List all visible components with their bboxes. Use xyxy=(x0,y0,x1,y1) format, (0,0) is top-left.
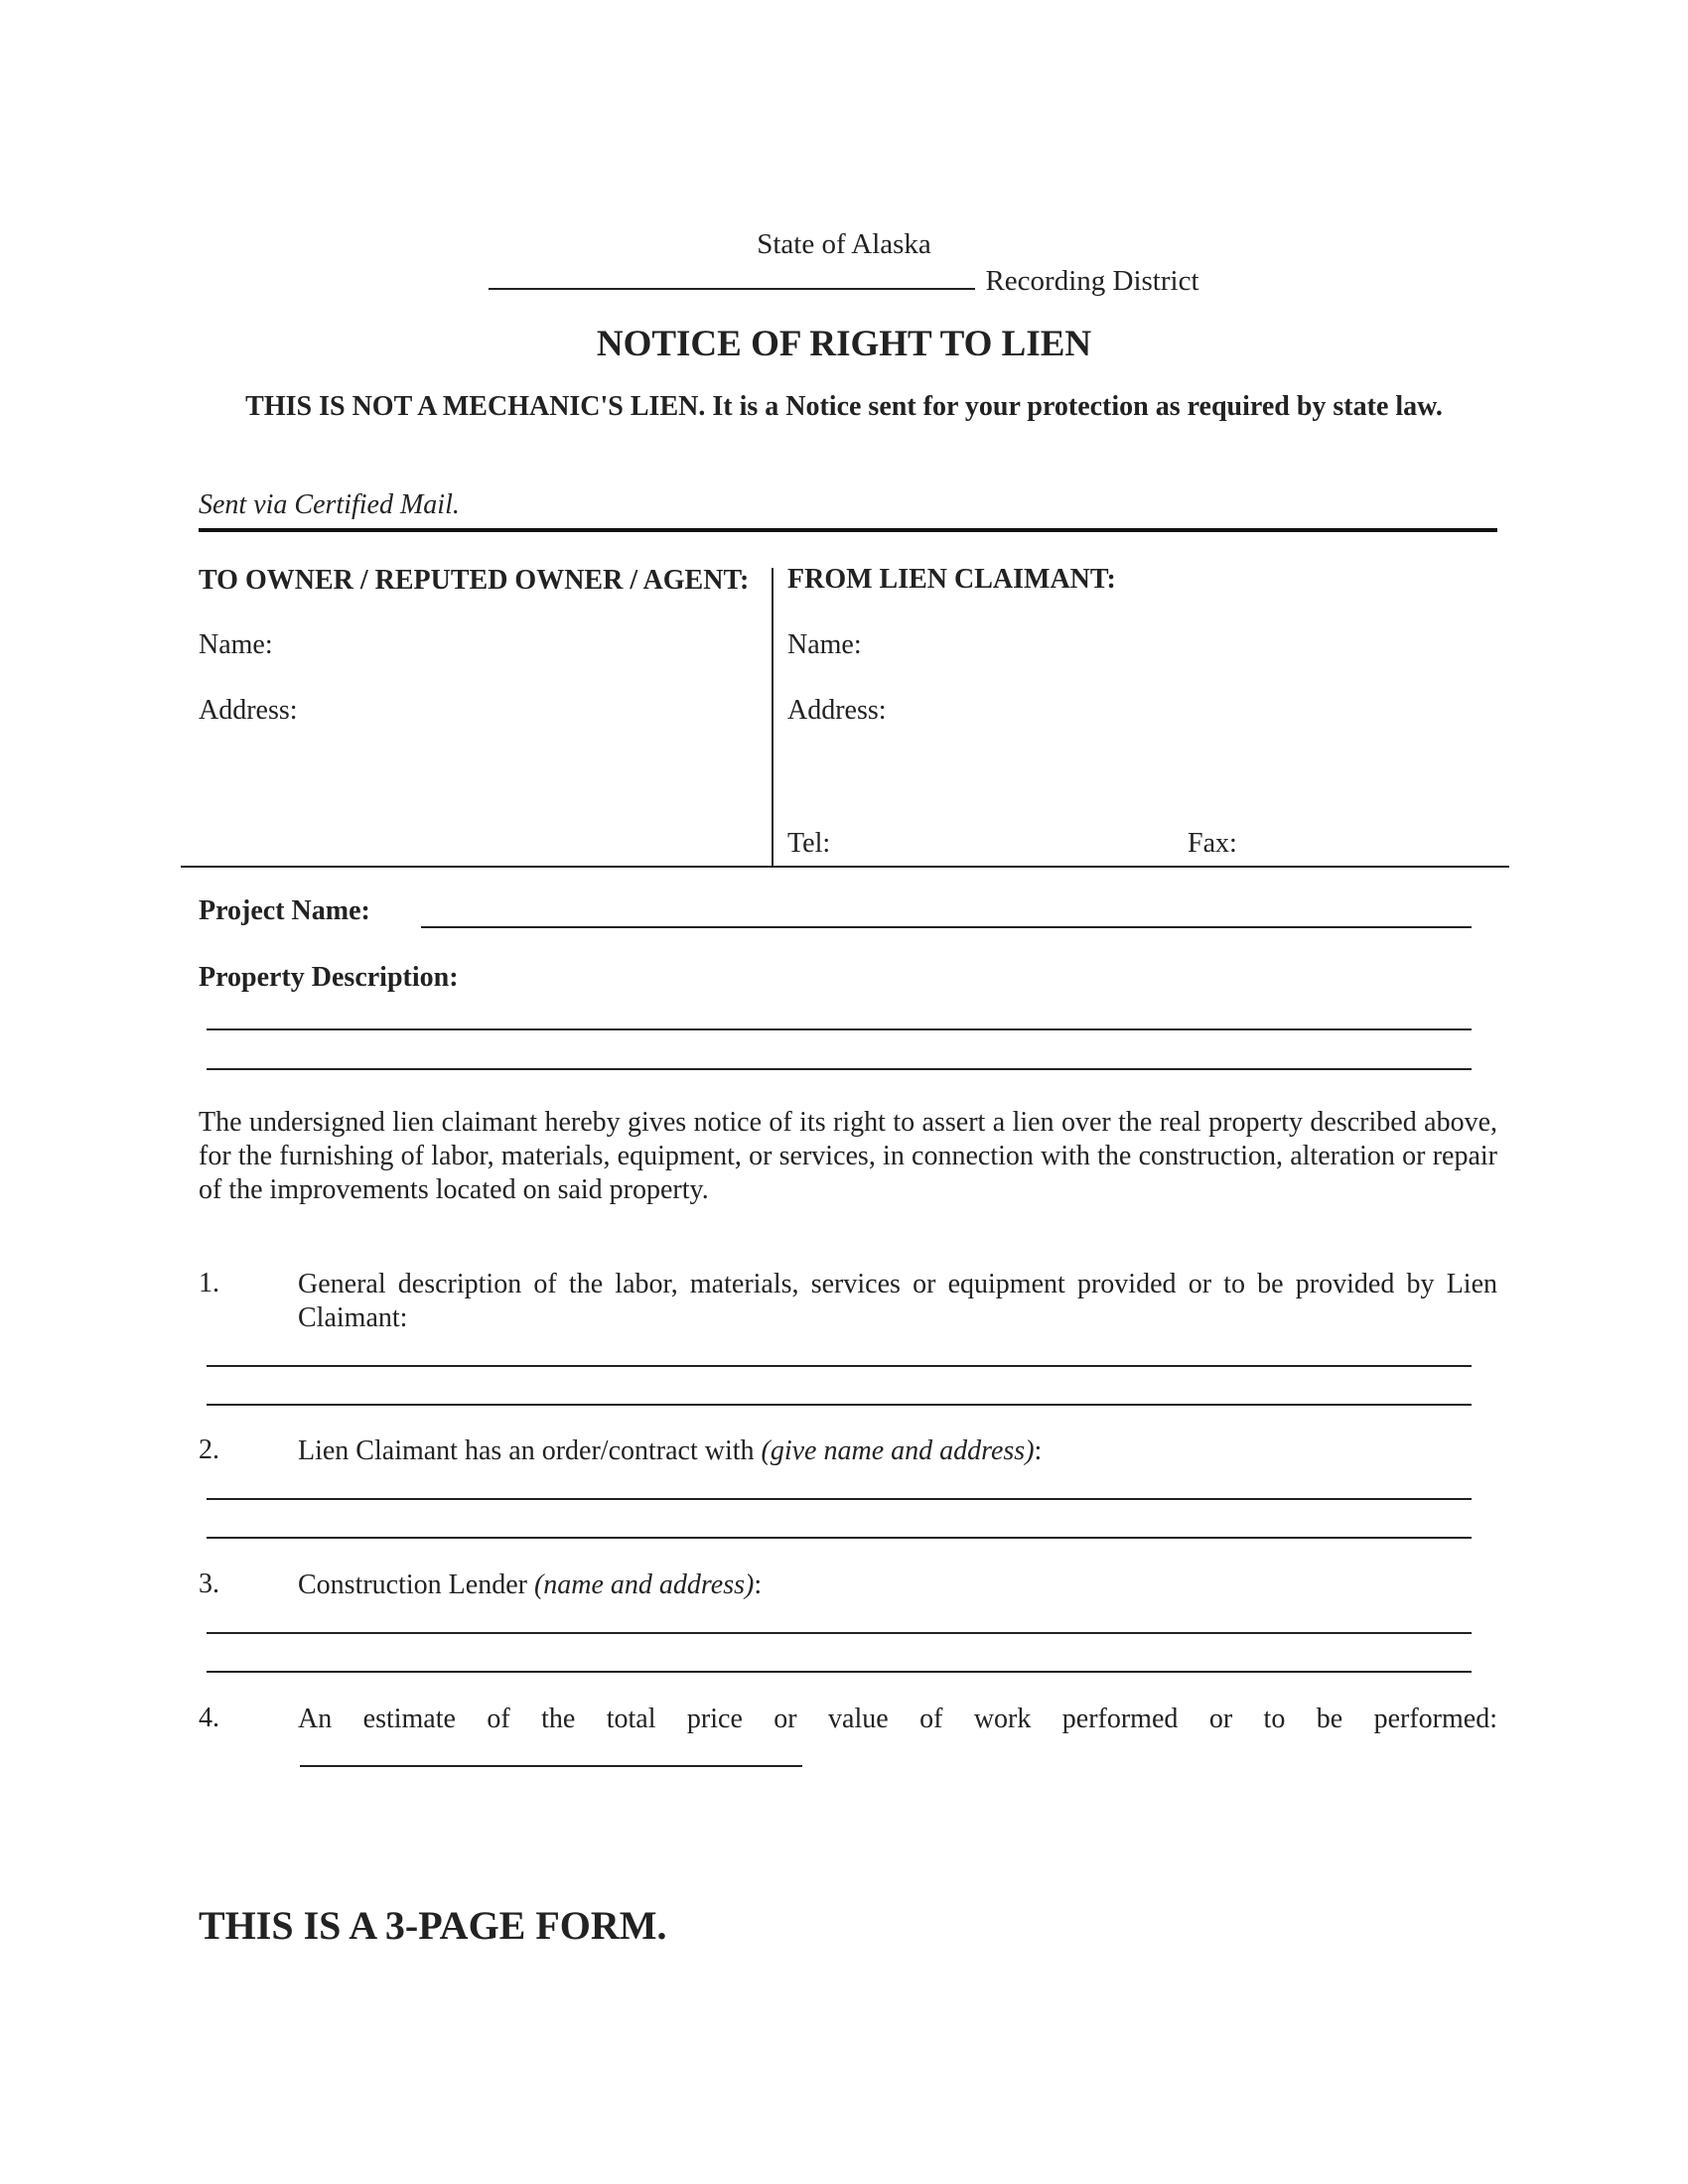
item-4-text: An estimate of the total price or value of work performed or to be performed: xyxy=(298,1704,1497,1734)
item-2-blank-2[interactable] xyxy=(207,1515,1472,1539)
from-tel-label: Tel: xyxy=(787,828,831,859)
item-3-number: 3. xyxy=(199,1569,219,1599)
recording-district-blank[interactable] xyxy=(489,262,975,290)
item-4-estimate-blank[interactable] xyxy=(300,1743,802,1767)
item-3-suffix: : xyxy=(754,1570,763,1600)
item-2-main: Lien Claimant has an order/contract with xyxy=(298,1435,762,1466)
document-subtitle: THIS IS NOT A MECHANIC'S LIEN. It is a Notice sent for your protection as required by state law. xyxy=(245,391,1443,422)
to-name-label: Name: xyxy=(199,629,273,660)
item-1-blank-2[interactable] xyxy=(207,1382,1472,1406)
state-heading: State of Alaska xyxy=(757,228,931,260)
item-2-note: (give name and address) xyxy=(761,1435,1035,1466)
property-description-blank-1[interactable] xyxy=(207,1007,1472,1030)
item-2-number: 2. xyxy=(199,1434,219,1465)
section-bottom-divider xyxy=(181,866,1509,868)
to-owner-heading: TO OWNER / REPUTED OWNER / AGENT: xyxy=(199,565,750,596)
item-3-blank-2[interactable] xyxy=(207,1649,1472,1673)
item-3-text xyxy=(298,1569,1497,1602)
recording-district-label: Recording District xyxy=(985,265,1199,297)
recording-district-line xyxy=(0,262,1688,298)
to-address-label: Address: xyxy=(199,695,298,726)
top-divider xyxy=(199,528,1497,532)
item-1-text: General description of the labor, materials, services or equipment provided or to be provided by Lien Claimant: xyxy=(298,1269,1497,1333)
notice-paragraph: The undersigned lien claimant hereby gives notice of its right to assert a lien over the real property described above, for the furnishing of labor, materials, equipment, or services, in connection with the construction, alteration or repair of the improvements located on said property. xyxy=(199,1107,1497,1205)
item-1-number: 1. xyxy=(199,1268,219,1298)
item-1-blank-1[interactable] xyxy=(207,1343,1472,1367)
document-title: NOTICE OF RIGHT TO LIEN xyxy=(596,324,1092,364)
project-name-blank[interactable] xyxy=(421,898,1472,928)
item-2-blank-1[interactable] xyxy=(207,1476,1472,1500)
section-vertical-divider xyxy=(772,568,774,866)
property-description-blank-2[interactable] xyxy=(207,1046,1472,1070)
page-count-notice: THIS IS A 3-PAGE FORM. xyxy=(199,1903,667,1948)
item-2-suffix: : xyxy=(1034,1435,1043,1466)
project-name-label: Project Name: xyxy=(199,895,370,926)
item-3-main: Construction Lender xyxy=(298,1570,534,1600)
property-description-label: Property Description: xyxy=(199,962,459,993)
from-claimant-heading: FROM LIEN CLAIMANT: xyxy=(787,564,1116,595)
from-fax-label: Fax: xyxy=(1188,828,1237,859)
from-address-label: Address: xyxy=(787,695,887,726)
item-4-number: 4. xyxy=(199,1703,219,1733)
item-3-blank-1[interactable] xyxy=(207,1610,1472,1634)
sent-via-note: Sent via Certified Mail. xyxy=(199,489,460,520)
item-3-note: (name and address) xyxy=(533,1570,755,1600)
from-name-label: Name: xyxy=(787,629,862,660)
item-2-text xyxy=(298,1434,1497,1468)
